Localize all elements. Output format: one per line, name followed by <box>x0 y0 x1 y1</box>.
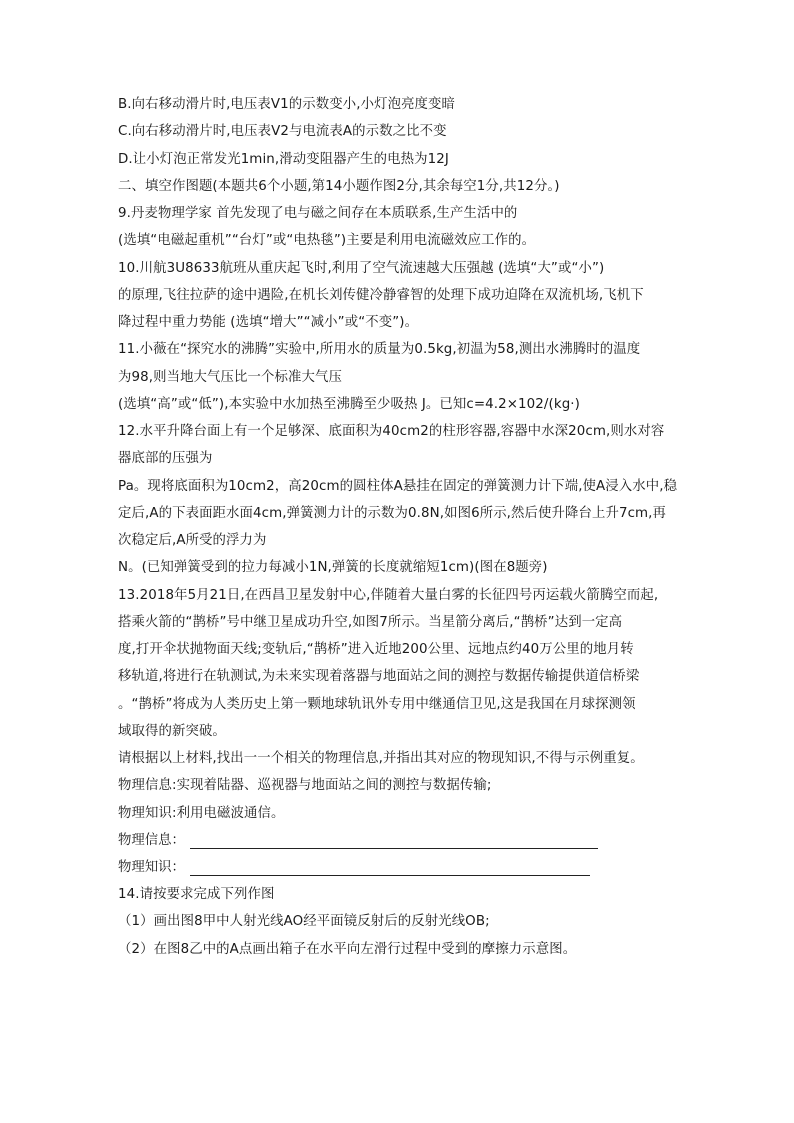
question-13-line-6: 域取得的新突破。 <box>118 724 226 739</box>
question-10-line-2: 的原理,飞往拉萨的途中遇险,在机长刘传健冷静睿智的处理下成功迫降在双流机场,飞机下 <box>118 288 644 303</box>
question-13-line-3: 度,打开伞状抛物面天线;变轨后,“鹊桥”进入近地200公里、远地点约40万公里的地月转 <box>118 642 634 657</box>
question-12-line-5: 次稳定后,A所受的浮力为 <box>118 533 267 548</box>
example-knowledge-line: 物理知识:利用电磁波通信。 <box>118 806 285 821</box>
question-14-part-2: （2）在图8乙中的A点画出箱子在水平向左滑行过程中受到的摩擦力示意图。 <box>118 942 577 957</box>
question-14-title: 14.请按要求完成下列作图 <box>118 887 275 902</box>
question-12-line-2: 器底部的压强为 <box>118 451 213 466</box>
question-11-line-1: 11.小薇在“探究水的沸腾”实验中,所用水的质量为0.5kg,初温为58,测出水沸腾时的温度 <box>118 342 641 357</box>
question-12-line-1: 12.水平升降台面上有一个足够深、底面积为40cm2的柱形容器,容器中水深20cm,则水对容 <box>118 424 665 439</box>
example-info-line: 物理信息:实现着陆器、巡视器与地面站之间的测控与数据传输; <box>118 778 492 793</box>
question-11-line-2: 为98,则当地大气压比一个标准大气压 <box>118 370 342 385</box>
question-9-line-2: (选填“电磁起重机”“台灯”或“电热毯”)主要是利用电流磁效应工作的。 <box>118 233 536 248</box>
question-13-line-4: 移轨道,将进行在轨测试,为未来实现着落器与地面站之间的测控与数据传输提供道信桥梁 <box>118 669 640 684</box>
question-13-line-2: 搭乘火箭的“鹊桥”号中继卫星成功升空,如图7所示。当星箭分离后,“鹊桥”达到一定高 <box>118 615 623 630</box>
question-13-line-5: 。“鹊桥”将成为人类历史上第一颗地球轨讯外专用中继通信卫见,这是我国在月球探测领 <box>118 697 636 712</box>
question-12-line-6: N。(已知弹簧受到的拉力每减小1N,弹簧的长度就缩短1cm)(图在8题旁) <box>118 560 548 575</box>
question-10-line-1: 10.川航3U8633航班从重庆起飞时,利用了空气流速越大压强越 (选填“大”或“小”) <box>118 261 605 276</box>
question-13-instruction: 请根据以上材料,找出一一个相关的物理信息,并指出其对应的物现知识,不得与示例重复。 <box>118 751 644 766</box>
physics-knowledge-blank[interactable] <box>190 875 590 876</box>
option-b-line: B.向右移动滑片时,电压表V1的示数变小,小灯泡亮度变暗 <box>118 97 456 112</box>
physics-info-blank[interactable] <box>190 848 598 849</box>
physics-knowledge-field-label: 物理知识： <box>118 860 185 875</box>
question-13-line-1: 13.2018年5月21日,在西昌卫星发射中心,伴随着大量白雾的长征四号丙运载火箭腾空而起, <box>118 588 659 603</box>
question-9-line-1: 9.丹麦物理学家 首先发现了电与磁之间存在本质联系,生产生活中的 <box>118 206 518 221</box>
question-11-line-3: (选填“高”或“低”),本实验中水加热至沸腾至少吸热 J。已知c=4.2×102/(kg·) <box>118 397 580 412</box>
question-12-line-4: 定后,A的下表面距水面4cm,弹簧测力计的示数为0.8N,如图6所示,然后使升降台上升7cm,再 <box>118 506 667 521</box>
question-10-line-3: 降过程中重力势能 (选填“增大”“减小”或“不变”)。 <box>118 315 419 330</box>
option-d-line: D.让小灯泡正常发光1min,滑动变阻器产生的电热为12J <box>118 152 449 167</box>
section-heading: 二、填空作图题(本题共6个小题,第14小题作图2分,其余每空1分,共12分。) <box>118 179 560 194</box>
question-14-part-1: （1）画出图8甲中人射光线AO经平面镜反射后的反射光线OB; <box>118 914 490 929</box>
option-c-line: C.向右移动滑片时,电压表V2与电流表A的示数之比不变 <box>118 124 447 139</box>
question-12-line-3: Pa。现将底面积为10cm2，高20cm的圆柱体A悬挂在固定的弹簧测力计下端,使A浸入水中,稳 <box>118 479 678 494</box>
physics-info-field-label: 物理信息： <box>118 833 185 848</box>
